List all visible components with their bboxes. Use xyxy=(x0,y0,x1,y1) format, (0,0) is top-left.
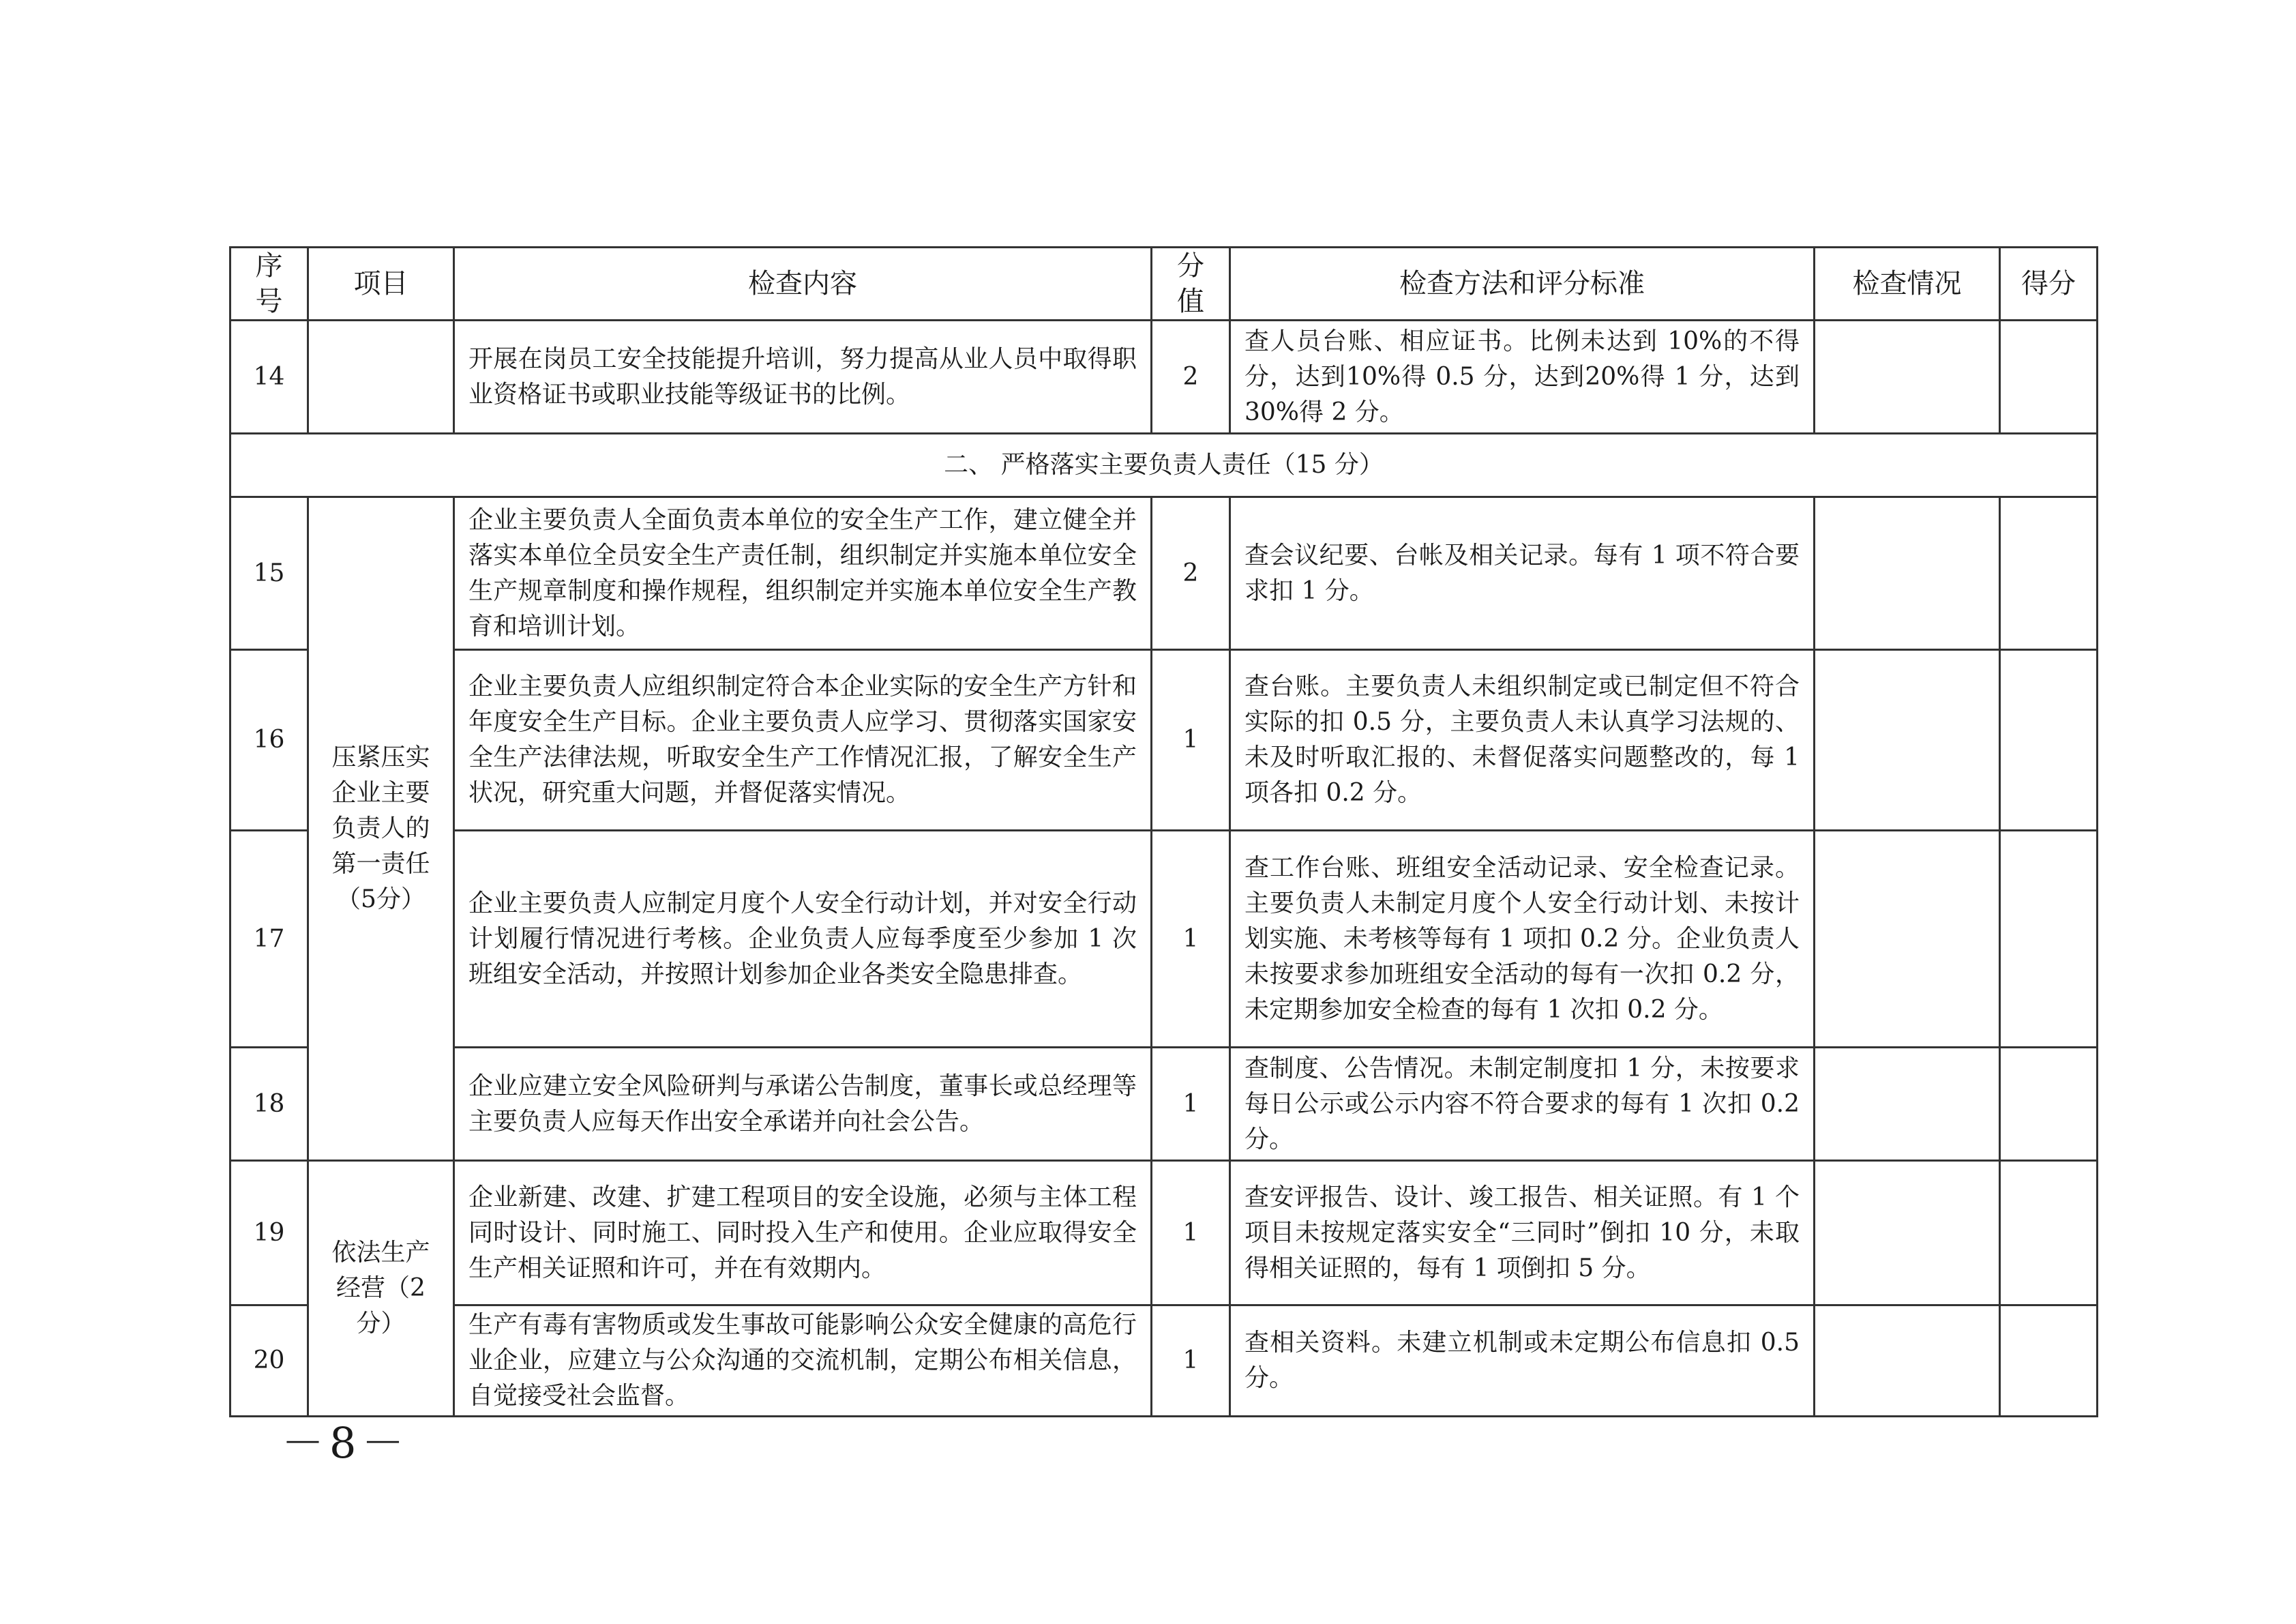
inspection-table xyxy=(229,246,2098,1417)
table-row xyxy=(230,497,2098,650)
table-row xyxy=(230,650,2098,831)
header-score: 分值 xyxy=(1152,248,1230,321)
row-method: 查安评报告、设计、竣工报告、相关证照。有 1 个项目未按规定落实安全“三同时”倒扣 10 分，未取得相关证照的，每有 1 项倒扣 5 分。 xyxy=(1230,1161,1815,1305)
row-status-cell xyxy=(1815,497,2000,650)
table-row xyxy=(230,1048,2098,1161)
row-seq: 18 xyxy=(230,1048,308,1161)
row-content: 生产有毒有害物质或发生事故可能影响公众安全健康的高危行业企业，应建立与公众沟通的交流机制，定期公布相关信息，自觉接受社会监督。 xyxy=(454,1305,1152,1417)
row-score: 1 xyxy=(1152,1048,1230,1161)
row-score: 2 xyxy=(1152,321,1230,434)
row-points-cell xyxy=(2000,650,2098,831)
row-method: 查相关资料。未建立机制或未定期公布信息扣 0.5 分。 xyxy=(1230,1305,1815,1417)
row-content: 企业主要负责人全面负责本单位的安全生产工作，建立健全并落实本单位全员安全生产责任制，组织制定并实施本单位安全生产规章制度和操作规程，组织制定并实施本单位安全生产教育和培训计划。 xyxy=(454,497,1152,650)
row-method: 查人员台账、相应证书。比例未达到 10%的不得分，达到10%得 0.5 分，达到20%得 1 分，达到 30%得 2 分。 xyxy=(1230,321,1815,434)
row-points-cell xyxy=(2000,831,2098,1048)
header-seq: 序号 xyxy=(230,248,308,321)
row-points-cell xyxy=(2000,321,2098,434)
row-points-cell xyxy=(2000,497,2098,650)
row-content: 企业主要负责人应组织制定符合本企业实际的安全生产方针和年度安全生产目标。企业主要负责人应学习、贯彻落实国家安全生产法律法规，听取安全生产工作情况汇报，了解安全生产状况，研究重大问题，并督促落实情况。 xyxy=(454,650,1152,831)
row-method: 查台账。主要负责人未组织制定或已制定但不符合实际的扣 0.5 分，主要负责人未认真学习法规的、未及时听取汇报的、未督促落实问题整改的，每 1 项各扣 0.2 分。 xyxy=(1230,650,1815,831)
row-content: 企业主要负责人应制定月度个人安全行动计划，并对安全行动计划履行情况进行考核。企业负责人应每季度至少参加 1 次班组安全活动，并按照计划参加企业各类安全隐患排查。 xyxy=(454,831,1152,1048)
header-item: 项目 xyxy=(308,248,454,321)
row-score: 2 xyxy=(1152,497,1230,650)
row-score: 1 xyxy=(1152,1305,1230,1417)
row-status-cell xyxy=(1815,1161,2000,1305)
row-status-cell xyxy=(1815,650,2000,831)
table-header-row xyxy=(230,248,2098,321)
group-item-primary-responsibility: 压紧压实企业主要负责人的第一责任（5分） xyxy=(308,497,454,1161)
row-seq: 20 xyxy=(230,1305,308,1417)
row-method: 查工作台账、班组安全活动记录、安全检查记录。主要负责人未制定月度个人安全行动计划、未按计划实施、未考核等每有 1 项扣 0.2 分。企业负责人未按要求参加班组安全活动的每有一次扣 0.2 分，未定期参加安全检查的每有 1 次扣 0.2 分。 xyxy=(1230,831,1815,1048)
row-status-cell xyxy=(1815,321,2000,434)
header-points: 得分 xyxy=(2000,248,2098,321)
row-status-cell xyxy=(1815,1048,2000,1161)
row-points-cell xyxy=(2000,1305,2098,1417)
row-content: 企业应建立安全风险研判与承诺公告制度，董事长或总经理等主要负责人应每天作出安全承诺并向社会公告。 xyxy=(454,1048,1152,1161)
row-seq: 14 xyxy=(230,321,308,434)
row-item-empty xyxy=(308,321,454,434)
row-status-cell xyxy=(1815,1305,2000,1417)
table-row xyxy=(230,831,2098,1048)
row-seq: 16 xyxy=(230,650,308,831)
row-seq: 15 xyxy=(230,497,308,650)
row-content: 企业新建、改建、扩建工程项目的安全设施，必须与主体工程同时设计、同时施工、同时投入生产和使用。企业应取得安全生产相关证照和许可，并在有效期内。 xyxy=(454,1161,1152,1305)
row-score: 1 xyxy=(1152,1161,1230,1305)
section-row xyxy=(230,434,2098,497)
row-method: 查会议纪要、台帐及相关记录。每有 1 项不符合要求扣 1 分。 xyxy=(1230,497,1815,650)
row-seq: 17 xyxy=(230,831,308,1048)
row-content: 开展在岗员工安全技能提升培训，努力提高从业人员中取得职业资格证书或职业技能等级证书的比例。 xyxy=(454,321,1152,434)
table-row xyxy=(230,1161,2098,1305)
row-score: 1 xyxy=(1152,650,1230,831)
table-row xyxy=(230,1305,2098,1417)
row-score: 1 xyxy=(1152,831,1230,1048)
header-content: 检查内容 xyxy=(454,248,1152,321)
row-points-cell xyxy=(2000,1161,2098,1305)
page-number: －8－ xyxy=(282,1418,410,1468)
inspection-table-page xyxy=(229,246,2096,1417)
row-method: 查制度、公告情况。未制定制度扣 1 分，未按要求每日公示或公示内容不符合要求的每有 1 次扣 0.2 分。 xyxy=(1230,1048,1815,1161)
table-row xyxy=(230,321,2098,434)
row-seq: 19 xyxy=(230,1161,308,1305)
section-title: 二、 严格落实主要负责人责任（15 分） xyxy=(230,434,2098,497)
group-item-lawful-operation: 依法生产经营（2 分） xyxy=(308,1161,454,1417)
header-method: 检查方法和评分标准 xyxy=(1230,248,1815,321)
header-status: 检查情况 xyxy=(1815,248,2000,321)
row-points-cell xyxy=(2000,1048,2098,1161)
row-status-cell xyxy=(1815,831,2000,1048)
